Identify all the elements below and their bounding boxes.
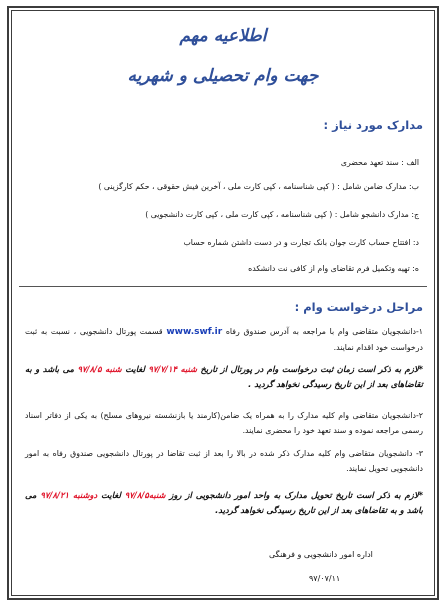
note-2-text-c: لغایت (101, 490, 121, 500)
notice-content (19, 18, 427, 588)
note-1-text-c: لغایت (125, 364, 145, 374)
step-1-text-end: قسمت پورتال دانشجویی ، نسبت به ثبت درخواست خود اقدام نمایند. (25, 327, 423, 352)
notice-page (7, 6, 439, 600)
note-2-end-date: دوشنبه ۹۷/۸/۲۱ (40, 490, 98, 500)
swf-link[interactable]: www.swf.ir (166, 327, 223, 337)
note-1-text-e: می باشد و به تقاضاهای بعد از این تاریخ رسیدگی نخواهد گردید . (25, 364, 423, 389)
notice-date: ۹۷/۰۷/۱۱ (309, 574, 341, 583)
note-1-start-date: شنبه ۹۷/۷/۱۴ (148, 364, 198, 374)
document-item-be: ب: مدارک ضامن شامل : ( کپی شناسنامه ، کپی کارت ملی ، آخرین فیش حقوقی ، حکم کارگزینی ) (98, 182, 419, 191)
document-item-he: ه: تهیه وتکمیل فرم تقاضای وام از کافی نت دانشکده (248, 264, 419, 273)
step-3: ۳- دانشجویان متقاضی وام کلیه مدارک ذکر شده در بالا را بعد از ثبت تقاضا در پورتال دانشجویی صندوق رفاه به امور دانشجویی تحویل نمایند. (25, 449, 423, 473)
note-2 (25, 488, 423, 518)
step-2: ۲-دانشجویان متقاضی وام کلیه مدارک را به همراه یک ضامن(کارمند یا بازنشسته نیروهای مسلح) به یکی از دفاتر اسناد رسمی مراجعه نموده و سند تعهد خود را محضری نمایند. (25, 411, 423, 435)
section-divider (19, 286, 427, 287)
step-1-text-start: ۱-دانشجویان متقاضی وام با مراجعه به آدرس صندوق رفاه (225, 327, 423, 336)
notice-title: اطلاعیه مهم (179, 26, 267, 46)
document-item-alef: الف : سند تعهد محضری (340, 158, 419, 167)
steps-heading: مراحل درخواست وام : (294, 300, 423, 314)
documents-heading: مدارک مورد نیاز : (323, 118, 423, 132)
office-signature: اداره امور دانشجویی و فرهنگی (269, 550, 373, 559)
document-item-dal: د: افتتاح حساب کارت جوان بانک تجارت و در دست داشتن شماره حساب (183, 238, 419, 247)
document-item-jim: ج: مدارک دانشجو شامل : ( کپی شناسنامه ، کپی کارت ملی ، کپی کارت دانشجویی ) (145, 210, 419, 219)
note-2-start-date: شنبه۹۷/۸/۵ (124, 490, 166, 500)
note-2-text-a: *لازم به ذکر است تاریخ تحویل مدارک به واحد امور دانشجویی از روز (169, 490, 423, 500)
note-1-text-a: *لازم به ذکر است زمان ثبت درخواست وام در پورتال از تاریخ (200, 364, 424, 374)
note-2-text-e: می باشد و به تقاضاهای بعد از این تاریخ رسیدگی نخواهد گردید. (25, 490, 423, 515)
note-1-end-date: شنبه ۹۷/۸/۵ (77, 364, 122, 374)
note-1 (25, 362, 423, 392)
step-1 (25, 324, 423, 355)
notice-subtitle: جهت وام تحصیلی و شهریه (127, 66, 319, 86)
